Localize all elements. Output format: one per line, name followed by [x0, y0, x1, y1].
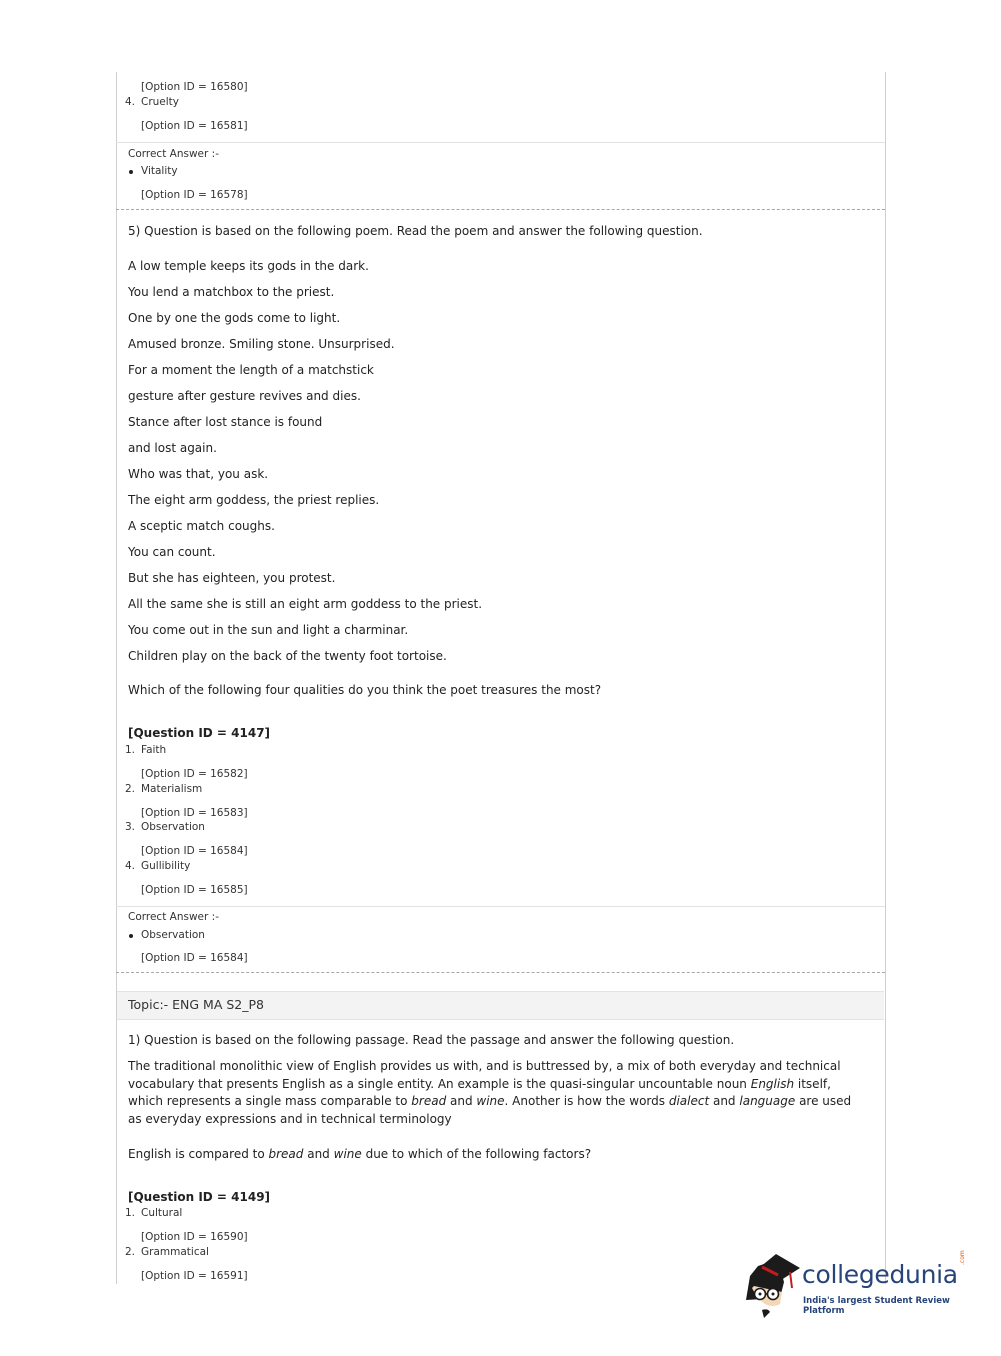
poem-line: One by one the gods come to light.	[128, 311, 341, 325]
option-id: [Option ID = 16580]	[141, 81, 248, 93]
text-run: are used as everyday expressions and in technical terminology	[128, 1094, 852, 1126]
poem-line: and lost again.	[128, 441, 217, 455]
logo-suffix: .com	[959, 1250, 966, 1265]
text-run: and	[446, 1094, 477, 1108]
correct-option-id: [Option ID = 16584]	[141, 952, 248, 964]
option-id: [Option ID = 16582]	[141, 768, 248, 780]
option-number: 3.	[125, 821, 136, 833]
poem-line: All the same she is still an eight arm goddess to the priest.	[128, 597, 483, 611]
bullet-icon	[129, 170, 133, 174]
correct-answer-label: Correct Answer :-	[128, 148, 219, 160]
poem-line: For a moment the length of a matchstick	[128, 363, 374, 377]
question-text: Which of the following four qualities do you think the poet treasures the most?	[128, 683, 602, 697]
logo-wordmark: collegedunia	[802, 1260, 958, 1289]
option-text: Observation	[141, 821, 205, 833]
poem-line: You come out in the sun and light a charminar.	[128, 623, 409, 637]
text-run: itself, which represents a single mass comparable to	[128, 1076, 831, 1108]
poem-line: Stance after lost stance is found	[128, 415, 323, 429]
option-id: [Option ID = 16590]	[141, 1231, 248, 1243]
question-text	[128, 1146, 868, 1164]
option-text: Cultural	[141, 1207, 183, 1219]
correct-answer-text: Vitality	[141, 165, 178, 177]
poem-line: Who was that, you ask.	[128, 467, 269, 481]
divider	[116, 906, 885, 907]
question-id: [Question ID = 4149]	[128, 1190, 271, 1204]
text-run: and	[303, 1147, 334, 1161]
question-separator	[116, 209, 885, 210]
poem-line: A low temple keeps its gods in the dark.	[128, 259, 369, 273]
option-number: 1.	[125, 1207, 136, 1219]
poem-line: Children play on the back of the twenty foot tortoise.	[128, 649, 447, 663]
text-run: The traditional monolithic view of English provides us with, and is buttressed by, a mix of both everyday and technical vocabulary that presents English as a single entity. An example is the quasi-singular uncountable noun	[128, 1059, 841, 1091]
text-run: . Another is how the words	[504, 1094, 669, 1108]
italic-term: language	[739, 1094, 796, 1108]
option-id: [Option ID = 16585]	[141, 883, 248, 896]
poem-line: The eight arm goddess, the priest replies.	[128, 493, 380, 507]
italic-term: bread	[268, 1147, 304, 1161]
poem-line: You lend a matchbox to the priest.	[128, 285, 335, 299]
bullet-icon	[129, 934, 133, 938]
question-heading: 5) Question is based on the following poem. Read the poem and answer the following question.	[128, 224, 703, 238]
italic-term: English	[750, 1076, 795, 1091]
topic-title: Topic:- ENG MA S2_P8	[128, 997, 264, 1012]
correct-option-id: [Option ID = 16578]	[141, 189, 248, 201]
poem-line: gesture after gesture revives and dies.	[128, 389, 361, 403]
poem-line: You can count.	[128, 545, 216, 559]
option-text: Cruelty	[141, 96, 180, 108]
option-id: [Option ID = 16581]	[141, 120, 248, 132]
option-id: [Option ID = 16591]	[141, 1269, 248, 1282]
option-text: Materialism	[141, 782, 203, 795]
option-id: [Option ID = 16583]	[141, 806, 248, 819]
correct-answer-label: Correct Answer :-	[128, 911, 219, 923]
logo-tagline: India's largest Student Review Platform	[803, 1296, 950, 1316]
italic-term: wine	[476, 1094, 505, 1108]
text-run: English is compared to	[128, 1147, 269, 1161]
poem-line: Amused bronze. Smiling stone. Unsurprised.	[128, 337, 395, 351]
question-separator	[116, 972, 885, 973]
option-text: Gullibility	[141, 859, 191, 872]
divider	[116, 142, 885, 143]
poem-line: A sceptic match coughs.	[128, 519, 275, 533]
italic-term: wine	[333, 1147, 362, 1161]
poem-line: But she has eighteen, you protest.	[128, 571, 336, 585]
graduate-mascot-icon	[740, 1248, 802, 1320]
option-text: Faith	[141, 744, 167, 756]
option-number: 2.	[125, 782, 136, 795]
option-number: 4.	[125, 859, 136, 872]
correct-answer-text: Observation	[141, 929, 205, 941]
option-number: 4.	[125, 96, 136, 108]
question-id: [Question ID = 4147]	[128, 726, 271, 740]
topic-bar	[117, 991, 884, 1020]
option-number: 1.	[125, 744, 136, 756]
question-heading: 1) Question is based on the following passage. Read the passage and answer the following question.	[128, 1033, 735, 1047]
text-run: and	[709, 1094, 740, 1108]
option-text: Grammatical	[141, 1245, 209, 1258]
italic-term: dialect	[668, 1094, 710, 1108]
collegedunia-logo	[740, 1248, 980, 1320]
option-number: 2.	[125, 1245, 136, 1258]
option-id: [Option ID = 16584]	[141, 845, 248, 857]
passage	[128, 1058, 868, 1128]
text-run: due to which of the following factors?	[361, 1147, 592, 1161]
italic-term: bread	[411, 1094, 447, 1108]
